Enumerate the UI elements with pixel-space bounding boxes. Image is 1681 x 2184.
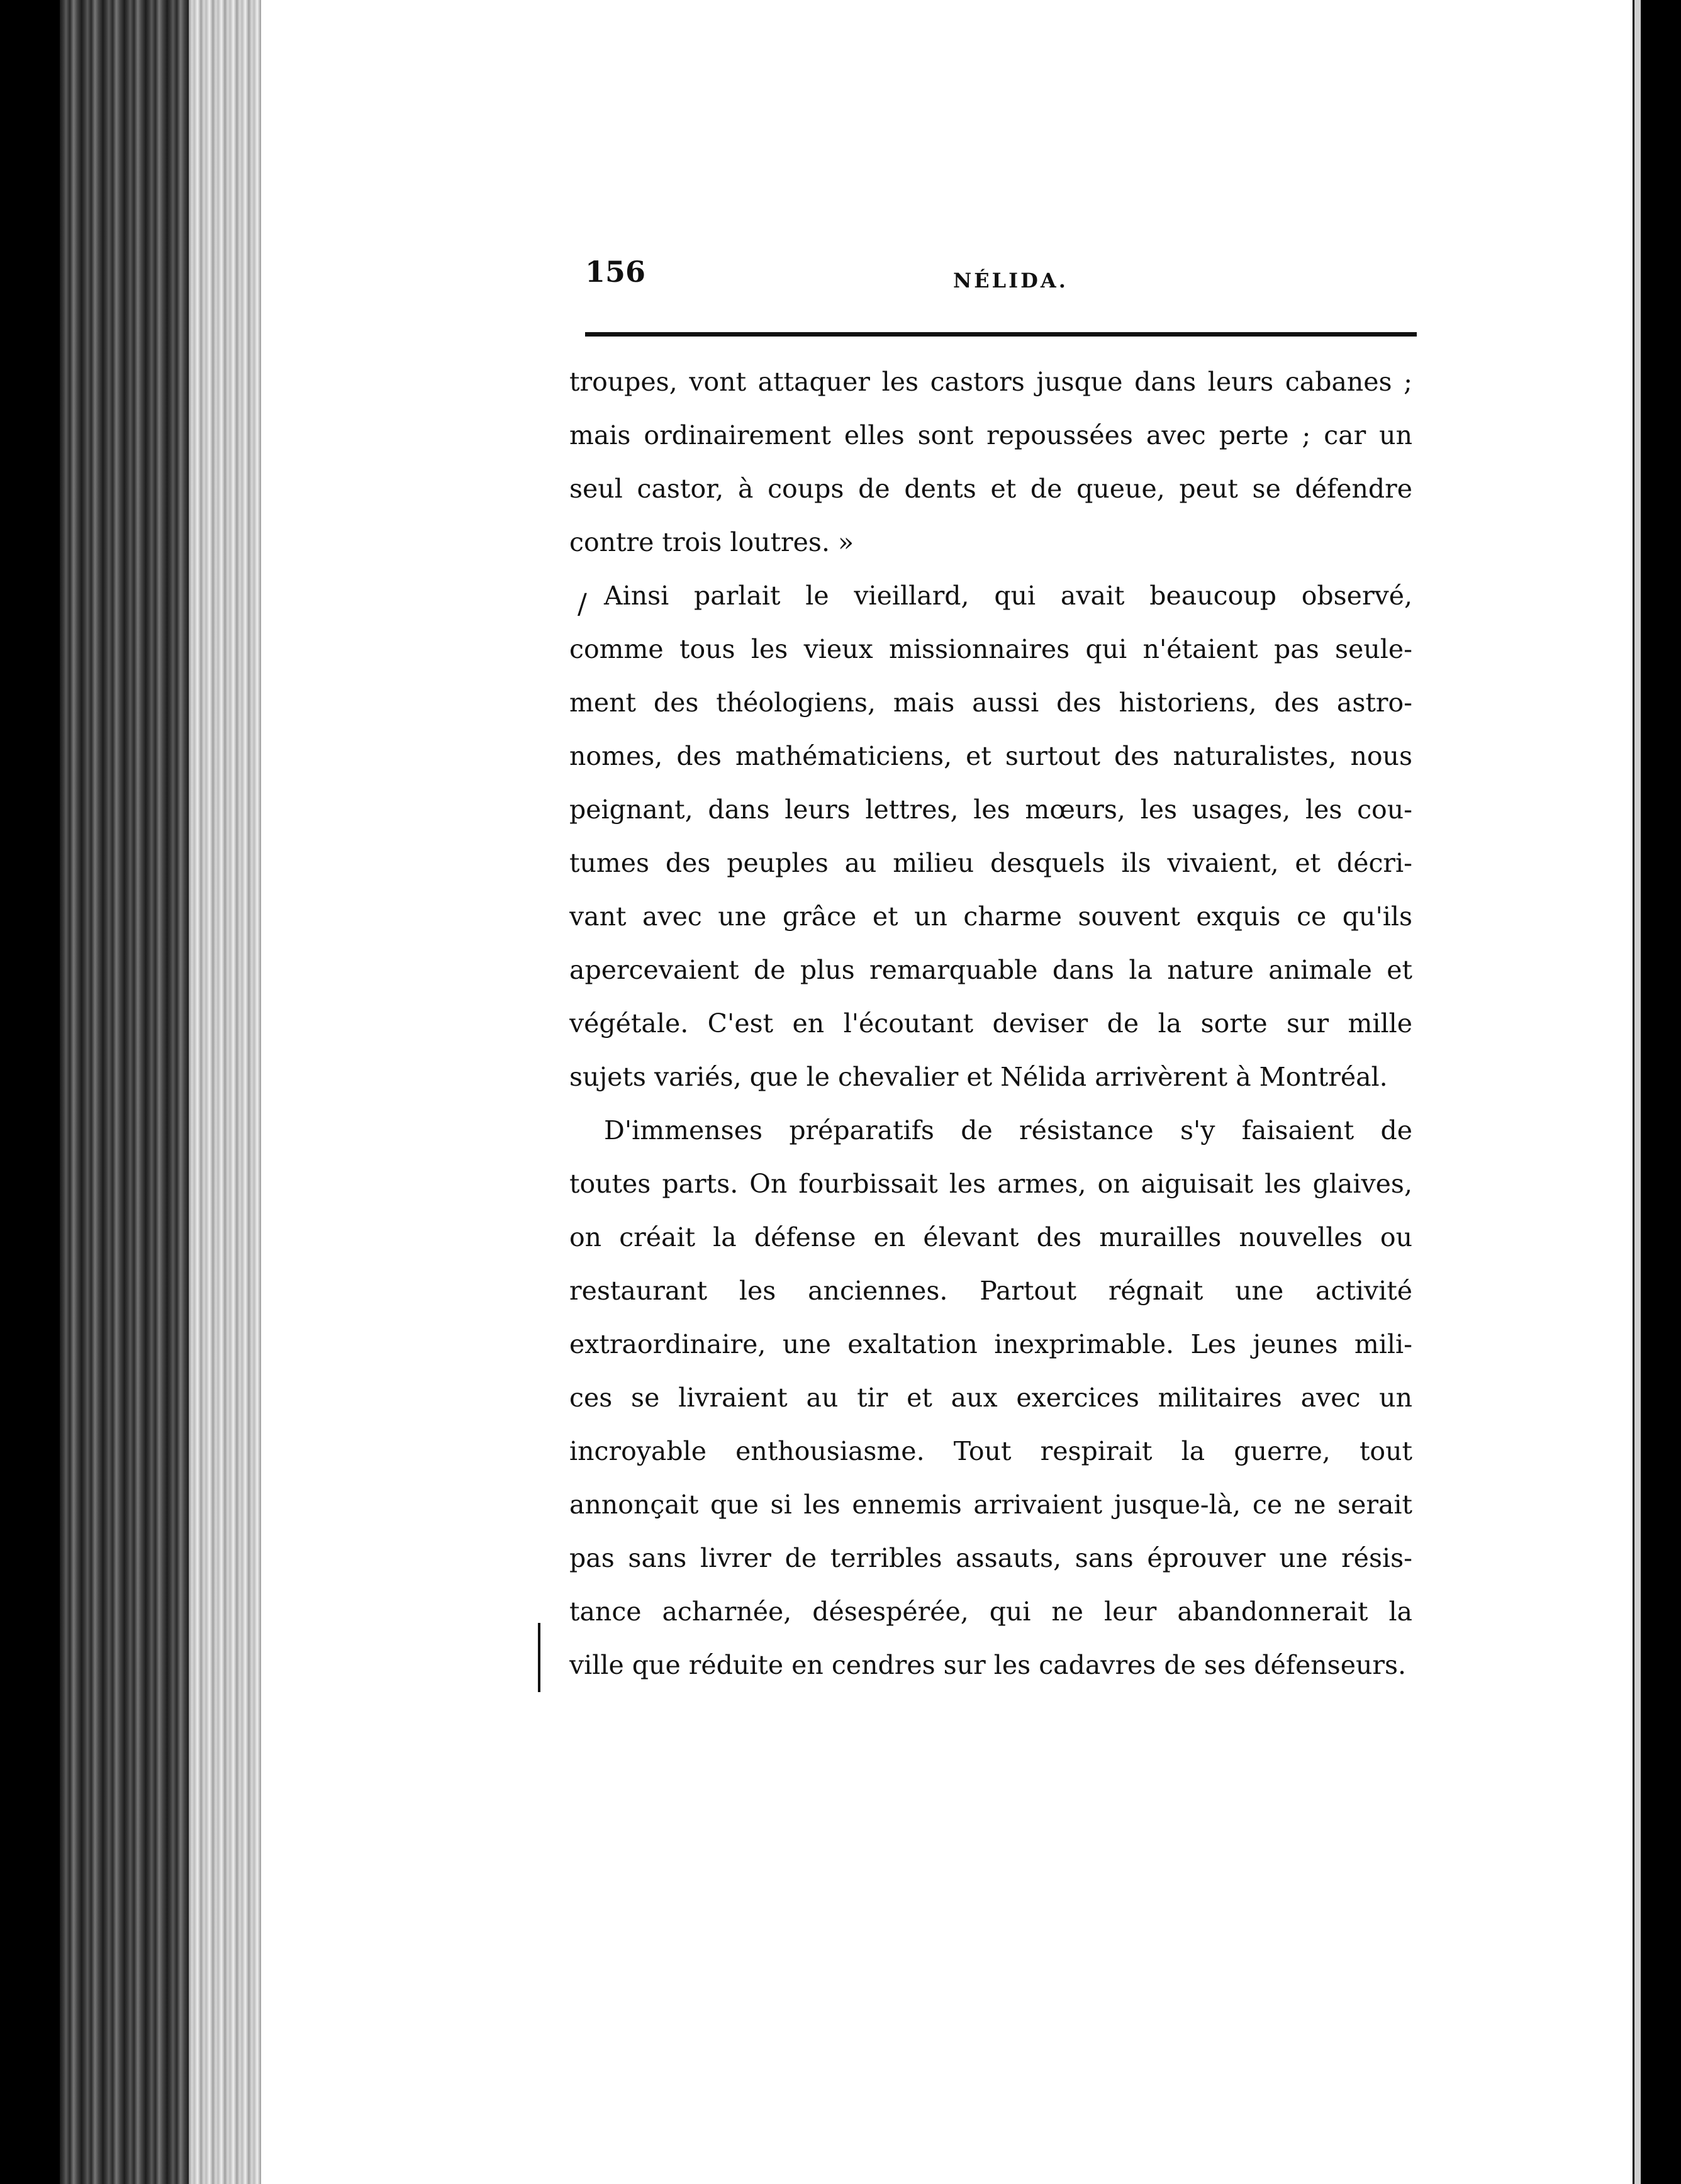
body-text: [569, 355, 1412, 1692]
text-line: végétale. C'est en l'écoutant deviser de la sorte sur mille: [569, 1008, 1412, 1039]
text-line: Ainsi parlait le vieillard, qui avait beaucoup observé,: [604, 581, 1412, 611]
paragraph: [569, 355, 1412, 569]
page-number: 156: [585, 255, 646, 289]
text-line: ville que réduite en cendres sur les cadavres de ses défenseurs.: [569, 1650, 1407, 1680]
right-scan-edge-line: [1634, 0, 1641, 2184]
text-line: sujets variés, que le chevalier et Nélida arrivèrent à Montréal.: [569, 1062, 1388, 1092]
text-line: incroyable enthousiasme. Tout respirait la guerre, tout: [569, 1436, 1412, 1466]
text-line: seul castor, à coups de dents et de queue, peut se défendre: [569, 474, 1412, 504]
text-line: tance acharnée, désespérée, qui ne leur abandonnerait la: [569, 1596, 1412, 1627]
text-line: ces se livraient au tir et aux exercices militaires avec un: [569, 1383, 1412, 1413]
running-title: NÉLIDA.: [953, 269, 1068, 292]
text-line: annonçait que si les ennemis arrivaient jusque-là, ce ne serait: [569, 1490, 1412, 1520]
header-rule: [585, 332, 1417, 337]
text-line: tumes des peuples au milieu desquels ils vivaient, et décri-: [569, 848, 1412, 878]
text-line: comme tous les vieux missionnaires qui n'étaient pas seule-: [569, 634, 1412, 664]
text-line: vant avec une grâce et un charme souvent exquis ce qu'ils: [569, 901, 1412, 932]
text-line: on créait la défense en élevant des murailles nouvelles ou: [569, 1222, 1412, 1252]
paragraph: [569, 1104, 1412, 1692]
text-line: restaurant les anciennes. Partout régnait une activité: [569, 1276, 1412, 1306]
text-line: D'immenses préparatifs de résistance s'y faisaient de: [604, 1115, 1412, 1145]
text-line: peignant, dans leurs lettres, les mœurs, les usages, les cou-: [569, 794, 1412, 825]
text-line: pas sans livrer de terribles assauts, sans éprouver une résis-: [569, 1543, 1412, 1573]
text-line: contre trois loutres. »: [569, 527, 854, 557]
text-line: toutes parts. On fourbissait les armes, on aiguisait les glaives,: [569, 1169, 1412, 1199]
margin-mark: /: [578, 588, 587, 620]
book-edge-pages: [189, 0, 261, 2184]
margin-line: [538, 1623, 540, 1692]
paragraph: [569, 569, 1412, 1104]
text-line: apercevaient de plus remarquable dans la nature animale et: [569, 955, 1412, 985]
text-line: extraordinaire, une exaltation inexprimable. Les jeunes mili-: [569, 1329, 1412, 1359]
text-line: nomes, des mathématiciens, et surtout des naturalistes, nous: [569, 741, 1412, 771]
page-header: [585, 255, 1422, 299]
text-line: mais ordinairement elles sont repoussées avec perte ; car un: [569, 420, 1412, 450]
text-line: ment des théologiens, mais aussi des historiens, des astro-: [569, 688, 1412, 718]
text-line: troupes, vont attaquer les castors jusque dans leurs cabanes ;: [569, 367, 1412, 397]
